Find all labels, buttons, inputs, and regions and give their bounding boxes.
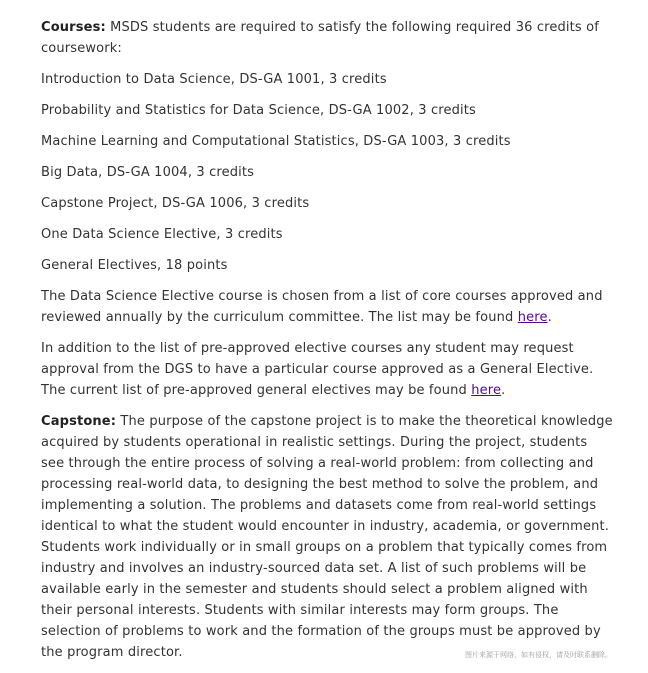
course-item-intro-data-science: Introduction to Data Science, DS-GA 1001, 3 credits [41,72,387,87]
elective-list-link[interactable]: here [517,310,548,325]
courses-intro [41,17,613,59]
general-elective-list-link[interactable]: here [471,383,502,398]
course-item-capstone-project: Capstone Project, DS-GA 1006, 3 credits [41,196,310,211]
course-item-probability-statistics: Probability and Statistics for Data Science, DS-GA 1002, 3 credits [41,103,476,118]
course-item-general-electives: General Electives, 18 points [41,258,228,273]
course-item-machine-learning: Machine Learning and Computational Statistics, DS-GA 1003, 3 credits [41,134,511,149]
elective-paragraph [41,286,613,328]
courses-intro-text: MSDS students are required to satisfy the following required 36 credits of coursework: [41,20,599,56]
course-item-data-science-elective: One Data Science Elective, 3 credits [41,227,283,242]
general-elective-text: In addition to the list of pre-approved elective courses any student may request approval from the DGS to have a particular course approved as a General Elective. The current list of pre-approved general electives may be found [41,341,594,398]
capstone-paragraph [41,411,613,663]
elective-period: . [547,310,552,325]
courses-heading: Courses: [41,20,106,35]
capstone-text: The purpose of the capstone project is to make the theoretical knowledge acquired by students operational in realistic settings. During the project, students see through the entire process of solving a real-world problem: from collecting and processing real-world data, to designing the best method to solve the problem, and implementing a solution. The problems and datasets come from real-world settings identical to what the student would encounter in industry, academia, or government. Students work individually or in small groups on a problem that typically comes from industry and involves an industry-sourced data set. A list of such problems will be available early in the semester and students should select a problem aligned with their personal interests. Students with similar interests may form groups. The selection of problems to work and the formation of the groups must be approved by the program director. [41,414,613,660]
course-item-big-data: Big Data, DS-GA 1004, 3 credits [41,165,255,180]
general-elective-paragraph [41,338,613,401]
image-source-watermark: 图片来源于网络，如有侵权，请及时联系删除。 [465,651,612,659]
degree-requirements [41,17,613,673]
general-elective-period: . [501,383,506,398]
capstone-heading: Capstone: [41,414,117,429]
elective-text: The Data Science Elective course is chosen from a list of core courses approved and reviewed annually by the curriculum committee. The list may be found [41,289,603,325]
